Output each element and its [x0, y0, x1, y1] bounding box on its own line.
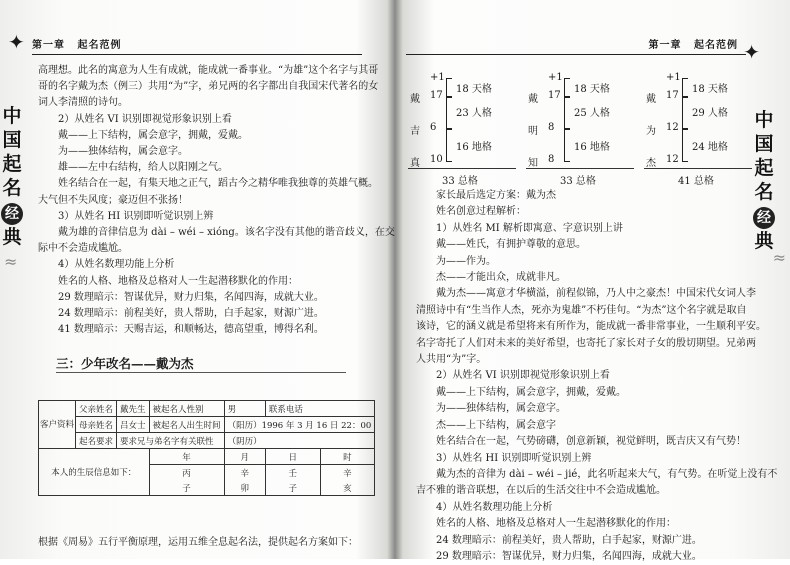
left-page: [0, 0, 395, 559]
total-grid-label: 41 总格: [678, 176, 714, 187]
table-cell: 戴先生: [117, 401, 150, 417]
cloud-ornament-icon: ≈: [772, 248, 786, 267]
text-line: 4）从姓名数理功能上分析: [436, 501, 553, 513]
table-cell: 年: [149, 449, 224, 465]
stroke-count: 10: [430, 154, 443, 165]
table-cell: 时: [320, 449, 375, 465]
text-line: 名字寄托了人们对未来的美好希望，也寄托了家长对子女的殷切期望。兄弟两: [416, 337, 756, 349]
text-line: 戴为雄的音律信息为 dài – wéi – xióng。该名字没有其他的谐音歧义，在交: [58, 227, 395, 239]
text-line: 24 数理暗示：前程美好，贵人帮助，白手起家，财源广进。: [436, 534, 702, 546]
stroke-count: 12: [666, 154, 679, 165]
plus-one-label: +1: [548, 72, 563, 83]
table-cell: 吕女士: [117, 417, 150, 433]
name-plan-diagram: [410, 60, 520, 168]
sidebar-char: 典: [754, 230, 774, 252]
text-line: 24 数理暗示：前程美好，贵人帮助，白手起家，财源广进。: [58, 308, 324, 320]
stroke-count: 8: [548, 122, 555, 133]
table-cell: 男: [224, 401, 265, 417]
text-line: 姓名的人格、地格及总格对人一生起潜移默化的作用：: [58, 275, 298, 287]
sidebar-char: 中: [754, 109, 774, 131]
name-char: 为: [646, 126, 656, 137]
sidebar-char: 名: [2, 177, 22, 199]
brace-line: [446, 96, 452, 130]
grid-label: 18 天格: [574, 84, 610, 95]
name-char: 知: [528, 158, 538, 169]
table-cell: 被起名人性别: [149, 401, 224, 417]
text-line: 吉不雅的谐音联想，在以后的生活交往中不会造成尴尬。: [416, 485, 666, 497]
table-cell: 起名要求: [76, 433, 117, 449]
grid-label: 29 人格: [692, 108, 728, 119]
right-body-text: [416, 188, 778, 565]
right-page-header: [649, 36, 738, 51]
grid-label: 23 人格: [456, 108, 492, 119]
text-line: 41 数理暗示：天赐吉运，和顺畅达，德高望重，博得名利。: [58, 324, 324, 336]
text-line: 际中不会造成尴尬。: [38, 243, 128, 255]
text-line: 该诗，它的涵义就是希望将来有所作为，能成就一番非常事业，一生顺利平安。: [416, 321, 766, 333]
text-line: 戴——上下结构，属会意字，拥戴，爱戴。: [58, 129, 248, 141]
sidebar-char: 国: [2, 129, 22, 151]
text-line: 29 数理暗示：智谋优异，财力归集，名闻四海，成就大业。: [58, 291, 324, 303]
grid-label: 18 天格: [456, 84, 492, 95]
grid-label: 18 天格: [692, 84, 728, 95]
text-line: 大气但不失风度；豪迈但不张扬！: [38, 194, 188, 206]
left-page-header: [32, 36, 121, 51]
section-rule: [56, 372, 346, 373]
text-line: 姓名创意过程解析：: [436, 206, 526, 218]
text-line: 哥的名字戴为杰（例三）共用“为”字，弟兄两的名字都出自我国宋代著名的女: [38, 81, 379, 93]
table-cell: 父亲姓名: [76, 401, 117, 417]
text-line: 戴为杰的音律为 dài – wéi – jié，此名听起来大气，有气势。在听觉上没有不: [436, 468, 778, 480]
brace-line: [682, 128, 688, 162]
name-char: 明: [528, 126, 538, 137]
chapter-label: 第一章: [648, 40, 682, 51]
total-grid-label: 33 总格: [560, 176, 596, 187]
table-cell: 壬: [265, 465, 320, 481]
text-line: 为——独体结构，属会意字。: [58, 146, 188, 158]
text-line: 为——作为。: [436, 255, 496, 267]
left-sidebar-title: [0, 104, 24, 249]
text-line: 2）从姓名 VI 识别即视觉形象识别上看: [58, 113, 232, 125]
table-cell: 子: [149, 480, 224, 496]
text-line: 杰——上下结构，属会意字: [436, 419, 556, 431]
sidebar-char: 起: [2, 153, 22, 175]
text-line: 姓名的人格、地格及总格对人一生起潜移默化的作用：: [436, 518, 676, 530]
sidebar-char: 中: [2, 105, 22, 127]
text-line: 杰——才能出众，成就非凡。: [436, 272, 566, 284]
plus-one-label: +1: [430, 72, 445, 83]
brace-line: [564, 128, 570, 162]
name-char: 戴: [528, 94, 538, 105]
text-line: 29 数理暗示：智谋优异，财力归集，名闻四海，成就大业。: [436, 550, 702, 562]
name-char: 戴: [646, 94, 656, 105]
table-cell: 子: [265, 480, 320, 496]
name-char: 杰: [646, 158, 656, 169]
text-line: 雄——左中右结构，给人以阳刚之气。: [58, 162, 228, 174]
name-char: 真: [410, 158, 420, 169]
text-line: 2）从姓名 VI 识别即视觉形象识别上看: [436, 370, 610, 382]
plus-one-label: +1: [666, 72, 681, 83]
header-rule: [406, 54, 746, 55]
text-line: 戴——上下结构，属会意字，拥戴，爱戴。: [436, 386, 626, 398]
total-rule: [408, 168, 516, 169]
text-line: 词人李清照的诗句。: [38, 97, 128, 109]
brace-line: [682, 78, 688, 98]
name-plan-diagram: [528, 60, 638, 168]
chapter-label: 第一章: [32, 40, 65, 51]
total-grid-label: 33 总格: [442, 176, 478, 187]
table-cell: （阴历）: [224, 433, 375, 449]
table-cell: 卯: [224, 480, 265, 496]
grid-label: 24 地格: [692, 142, 728, 153]
text-line: 清照诗中有“生当作人杰，死亦为鬼雄”不朽佳句。“为杰”这个名字就是取自: [416, 304, 747, 316]
stroke-count: 8: [548, 154, 555, 165]
total-rule: [644, 168, 752, 169]
text-line: 姓名结合在一起，有集天地之正气，蹈古今之精华唯我独尊的英雄气概。: [58, 178, 378, 190]
grid-label: 16 地格: [456, 142, 492, 153]
chapter-title: 起名范例: [694, 40, 738, 51]
grid-label: 25 人格: [574, 108, 610, 119]
sidebar-char: 名: [754, 181, 774, 203]
right-page: [398, 0, 790, 562]
table-vertical-header: 客户资料: [39, 401, 76, 449]
stroke-count: 12: [666, 122, 679, 133]
stroke-count: 17: [666, 90, 679, 101]
client-info-table: [38, 400, 375, 496]
figure-ornament-icon: ✦: [8, 30, 25, 54]
brace-line: [446, 78, 452, 98]
text-line: 4）从姓名数理功能上分析: [58, 259, 175, 271]
name-plan-diagram: [646, 60, 756, 168]
table-cell: 联系电话: [265, 401, 374, 417]
sidebar-char: 国: [754, 133, 774, 155]
name-char: 戴: [410, 94, 420, 105]
stroke-count: 17: [548, 90, 561, 101]
table-cell: 辛: [320, 465, 375, 481]
header-rule: [32, 54, 362, 55]
figure-ornament-icon: ✦: [743, 40, 760, 64]
brace-line: [446, 128, 452, 162]
sidebar-char: 典: [2, 226, 22, 248]
text-line: 高理想。此名的寓意为人生有成就，能成就一番事业。“为雄”这个名字与其哥: [38, 65, 379, 76]
stroke-count: 6: [430, 122, 437, 133]
brace-line: [564, 78, 570, 98]
name-char: 吉: [410, 126, 420, 137]
cloud-ornament-icon: ≈: [4, 252, 18, 271]
table-cell: 要求兄与弟名字有关联性: [117, 433, 225, 449]
table-cell: 辛: [224, 465, 265, 481]
text-line: 戴——姓氏，有拥护尊敬的意思。: [436, 239, 586, 251]
table-cell: （阳历）1996 年 3 月 16 日 22：00: [224, 417, 375, 433]
text-line: 3）从姓名 HI 识别即听觉识别上辨: [436, 452, 592, 464]
section-title: 三：少年改名——戴为杰: [56, 356, 194, 371]
brace-line: [682, 96, 688, 130]
table-cell: 月: [224, 449, 265, 465]
sidebar-char: 经: [1, 203, 23, 225]
table-cell: 本人的生辰信息如下：: [39, 449, 150, 496]
total-rule: [526, 168, 634, 169]
text-line: 姓名结合在一起，气势磅礴，创意新颖，视觉鲜明，既吉庆又有气势！: [436, 436, 746, 448]
text-line: 家长最后选定方案：戴为杰: [436, 190, 556, 201]
sidebar-char: 起: [754, 157, 774, 179]
left-body-text: [38, 63, 395, 338]
text-line: 人共用“为”字。: [416, 354, 487, 366]
brace-line: [564, 96, 570, 130]
table-cell: 日: [265, 449, 320, 465]
text-line: 3）从姓名 HI 识别即听觉识别上辨: [58, 210, 214, 222]
text-line: 为——独体结构，属会意字。: [436, 403, 566, 415]
stroke-count: 17: [430, 90, 443, 101]
bottom-text: 根据《周易》五行平衡原理，运用五维全息起名法，提供起名方案如下：: [38, 537, 358, 548]
table-cell: 母亲姓名: [76, 417, 117, 433]
table-cell: 被起名人出生时间: [149, 417, 224, 433]
grid-label: 16 地格: [574, 142, 610, 153]
chapter-title: 起名范例: [77, 40, 122, 51]
table-cell: 亥: [320, 480, 375, 496]
text-line: 1）从姓名 MI 解析即寓意、字意识别上讲: [436, 222, 623, 234]
table-cell: 丙: [149, 465, 224, 481]
text-line: 戴为杰——寓意才华横溢，前程似锦，乃人中之豪杰！中国宋代女词人李: [436, 288, 756, 300]
sidebar-char: 经: [753, 207, 775, 229]
